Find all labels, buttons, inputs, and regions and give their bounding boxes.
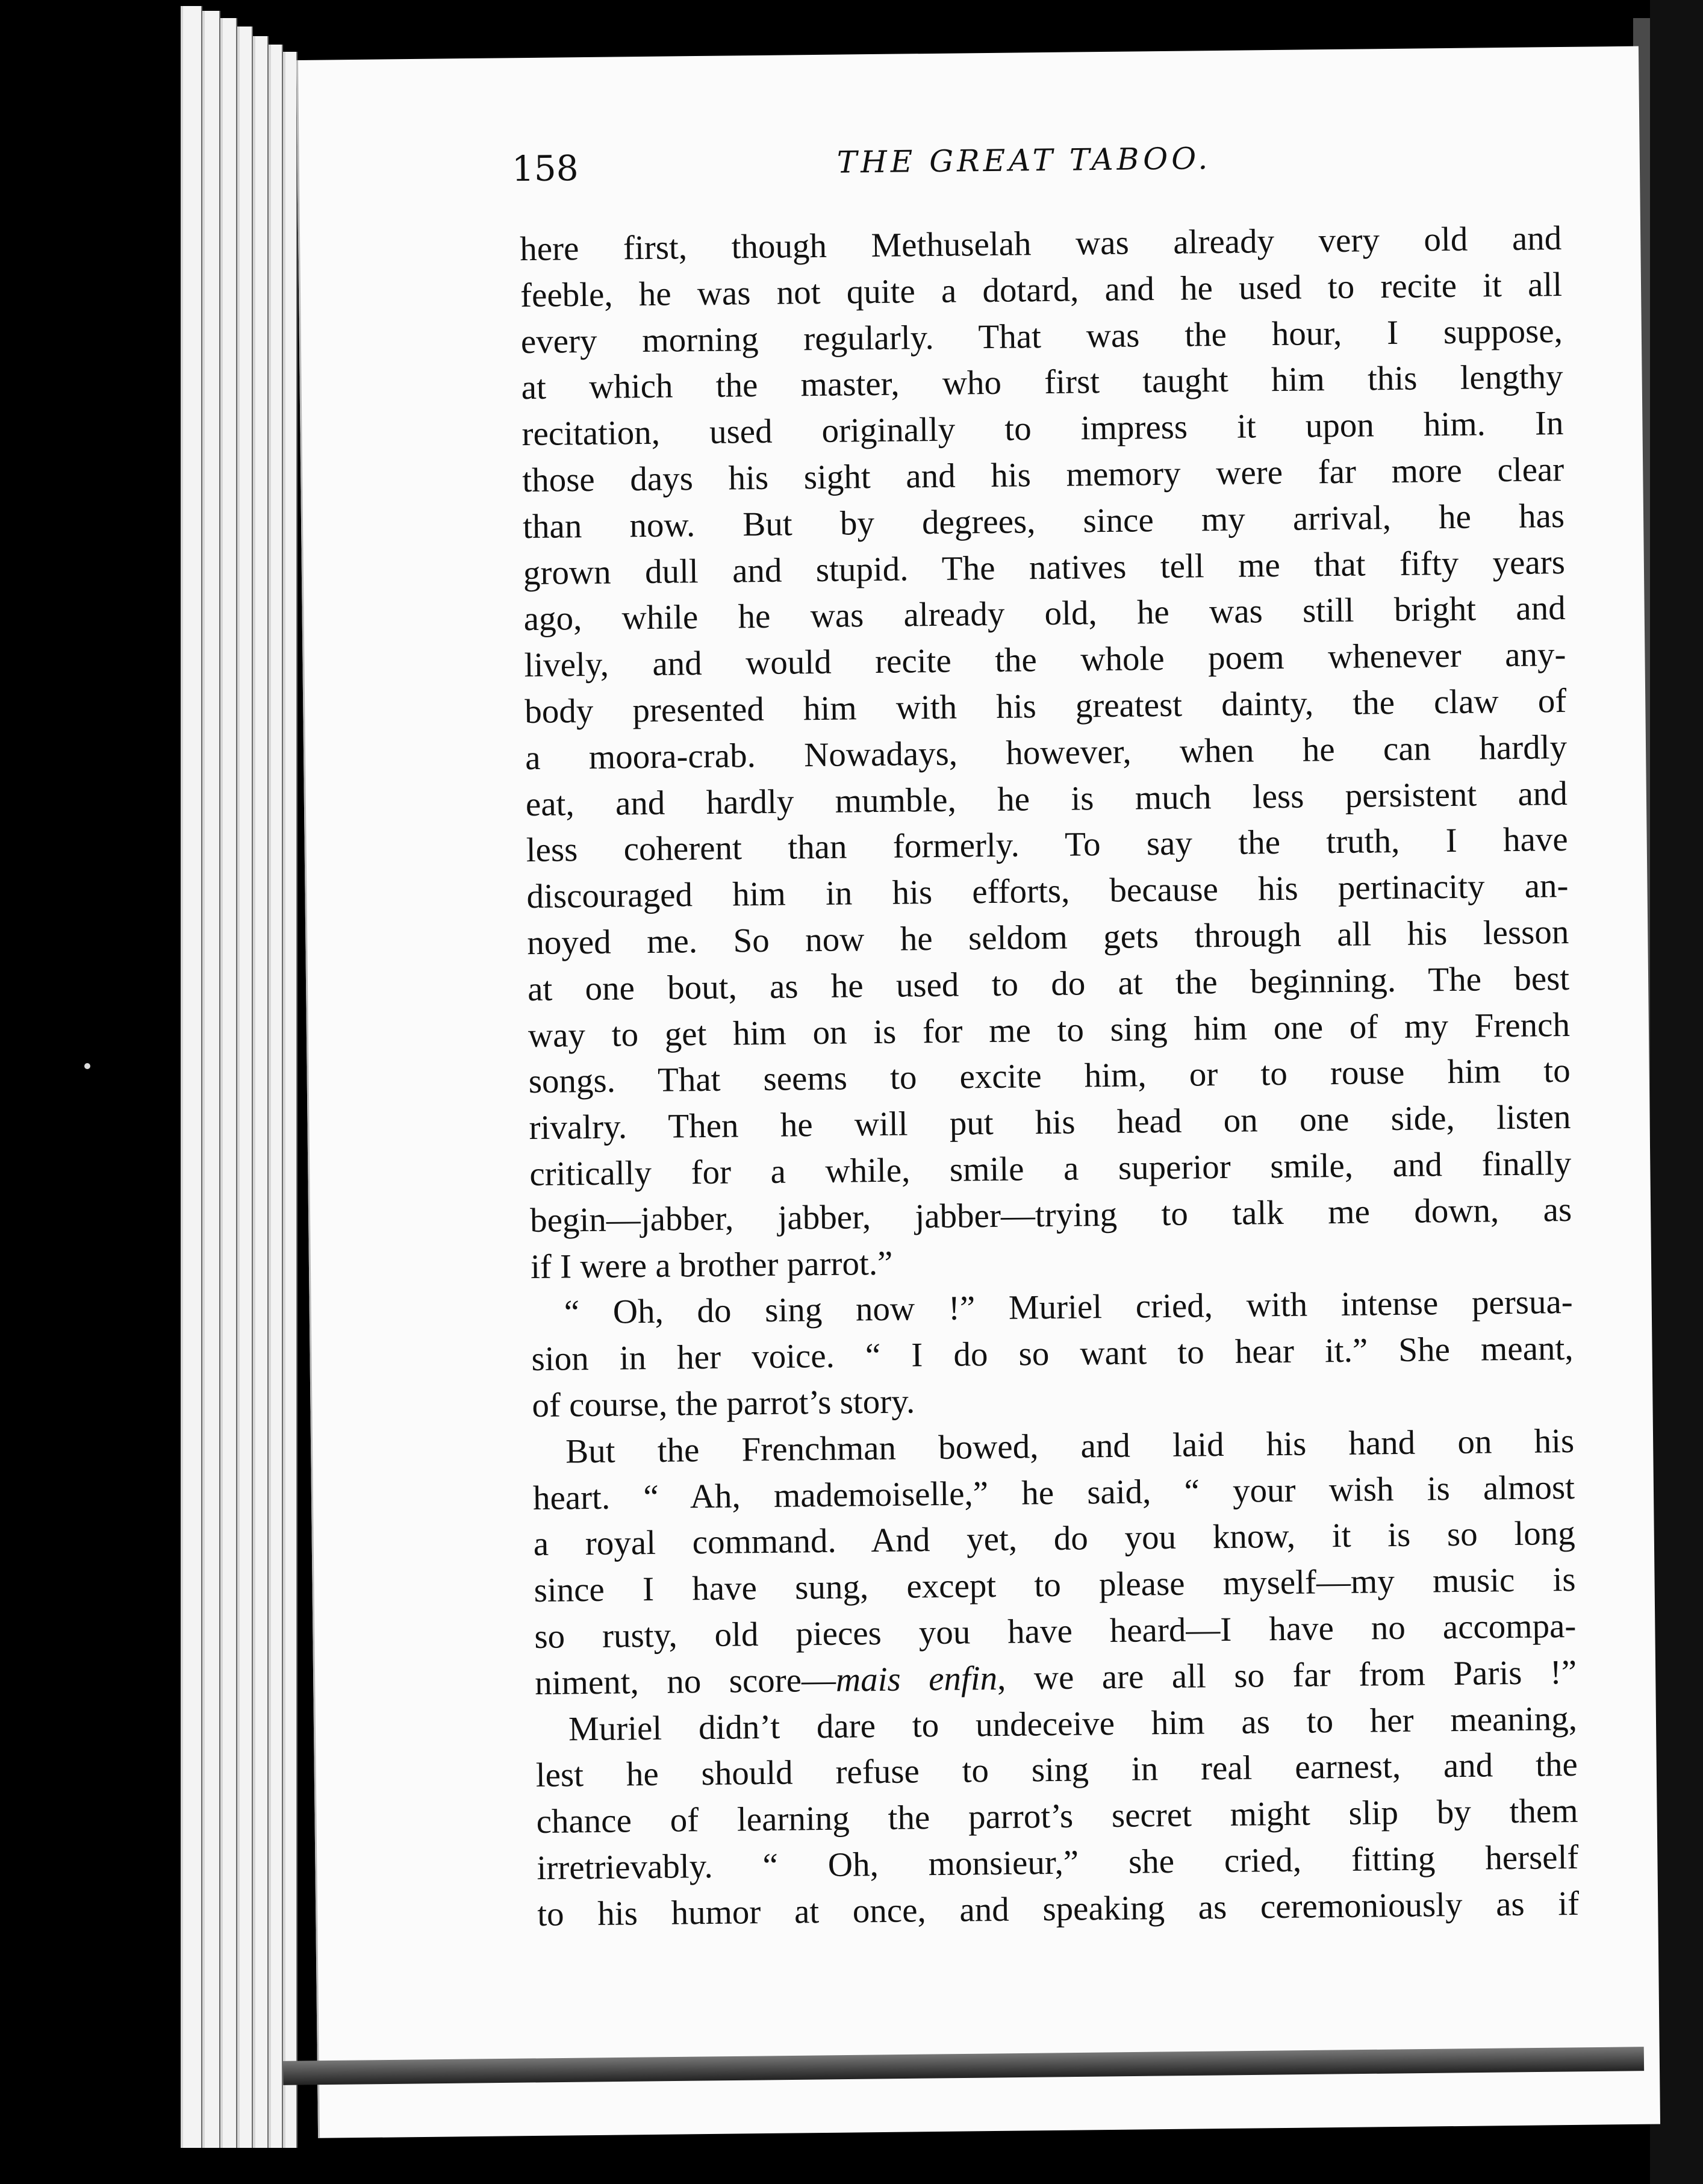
text-line: rivalry. Then he will put his head on one side, listen: [529, 1098, 1571, 1147]
scan-speck: [84, 1063, 90, 1069]
text-line: heart. “ Ah, mademoiselle,” he said, “ your wish is almost: [532, 1468, 1575, 1517]
running-title: THE GREAT TABOO.: [836, 141, 1212, 180]
page-edge: [220, 18, 237, 2148]
text-line: every morning regularly. That was the hour, I suppose,: [520, 311, 1563, 361]
text-line: if I were a brother parrot.”: [530, 1244, 893, 1286]
text-line: recitation, used originally to impress it upon him. In: [521, 404, 1564, 454]
page-header: [512, 137, 1536, 214]
text-line: songs. That seems to excite him, or to rouse him to: [528, 1052, 1571, 1101]
text-line: feeble, he was not quite a dotard, and he used to recite it all: [520, 265, 1563, 314]
text-line: to his humor at once, and speaking as ceremoniously as if: [537, 1884, 1580, 1933]
text-line: lest he should refuse to sing in real earnest, and the: [535, 1746, 1578, 1795]
text-line: begin—jabber, jabber, jabber—trying to talk me down, as: [529, 1190, 1572, 1240]
body-text: [520, 216, 1580, 1938]
text-line: body presented him with his greatest dainty, the claw of: [525, 681, 1567, 731]
text-line: discouraged him in his efforts, because his pertinacity an-: [526, 867, 1569, 916]
text-line: since I have sung, except to please myself—my music is: [534, 1561, 1576, 1610]
text-line: niment, no score—mais enfin, we are all so far from Paris !”: [534, 1653, 1577, 1702]
text-line: chance of learning the parrot’s secret might slip by them: [536, 1791, 1578, 1841]
text-line: at which the master, who first taught him this lengthy: [521, 358, 1563, 407]
page-edge: [269, 45, 283, 2148]
text-line: But the Frenchman bowed, and laid his hand on his: [565, 1421, 1575, 1471]
text-line: here first, though Methuselah was already very old and: [519, 219, 1562, 269]
text-line: Muriel didn’t dare to undeceive him as to her meaning,: [568, 1699, 1578, 1748]
page-edge: [283, 52, 297, 2148]
text-line: sion in her voice. “ I do so want to hear it.” She meant,: [531, 1329, 1574, 1379]
text-line: way to get him on is for me to sing him one of my French: [528, 1005, 1571, 1055]
text-line: ago, while he was already old, he was still bright and: [523, 589, 1566, 638]
page-number: 158: [511, 148, 579, 190]
page-edge: [202, 11, 220, 2148]
text-line: at one bout, as he used to do at the beginning. The best: [527, 959, 1570, 1008]
text-line: of course, the parrot’s story.: [532, 1382, 915, 1424]
text-line: grown dull and stupid. The natives tell me that fifty years: [523, 543, 1566, 592]
text-line: critically for a while, smile a superior smile, and finally: [529, 1144, 1572, 1193]
text-line: “ Oh, do sing now !” Muriel cried, with intense persua-: [564, 1283, 1574, 1332]
page-edge: [181, 6, 202, 2148]
page-edge: [237, 27, 253, 2148]
text-line: noyed me. So now he seldom gets through all his lesson: [527, 913, 1569, 963]
text-line: lively, and would recite the whole poem whenever any-: [524, 635, 1566, 685]
text-line: those days his sight and his memory were far more clear: [521, 450, 1564, 500]
page-edge: [253, 36, 269, 2148]
text-line: than now. But by degrees, since my arrival, he has: [522, 496, 1565, 546]
text-line: a moora-crab. Nowadays, however, when he can hardly: [525, 728, 1568, 777]
book-page: [296, 46, 1660, 2138]
italic-phrase: mais enfin: [835, 1659, 998, 1699]
text-line: eat, and hardly mumble, he is much less persistent and: [525, 774, 1568, 823]
text-line: so rusty, old pieces you have heard—I have no accompa-: [534, 1606, 1577, 1656]
text-line: a royal command. And yet, do you know, it is so long: [533, 1514, 1576, 1564]
text-line: less coherent than formerly. To say the truth, I have: [526, 820, 1568, 870]
book-cover-edge: [1650, 0, 1703, 2184]
text-line: irretrievably. “ Oh, monsieur,” she cried, fitting herself: [537, 1838, 1579, 1887]
